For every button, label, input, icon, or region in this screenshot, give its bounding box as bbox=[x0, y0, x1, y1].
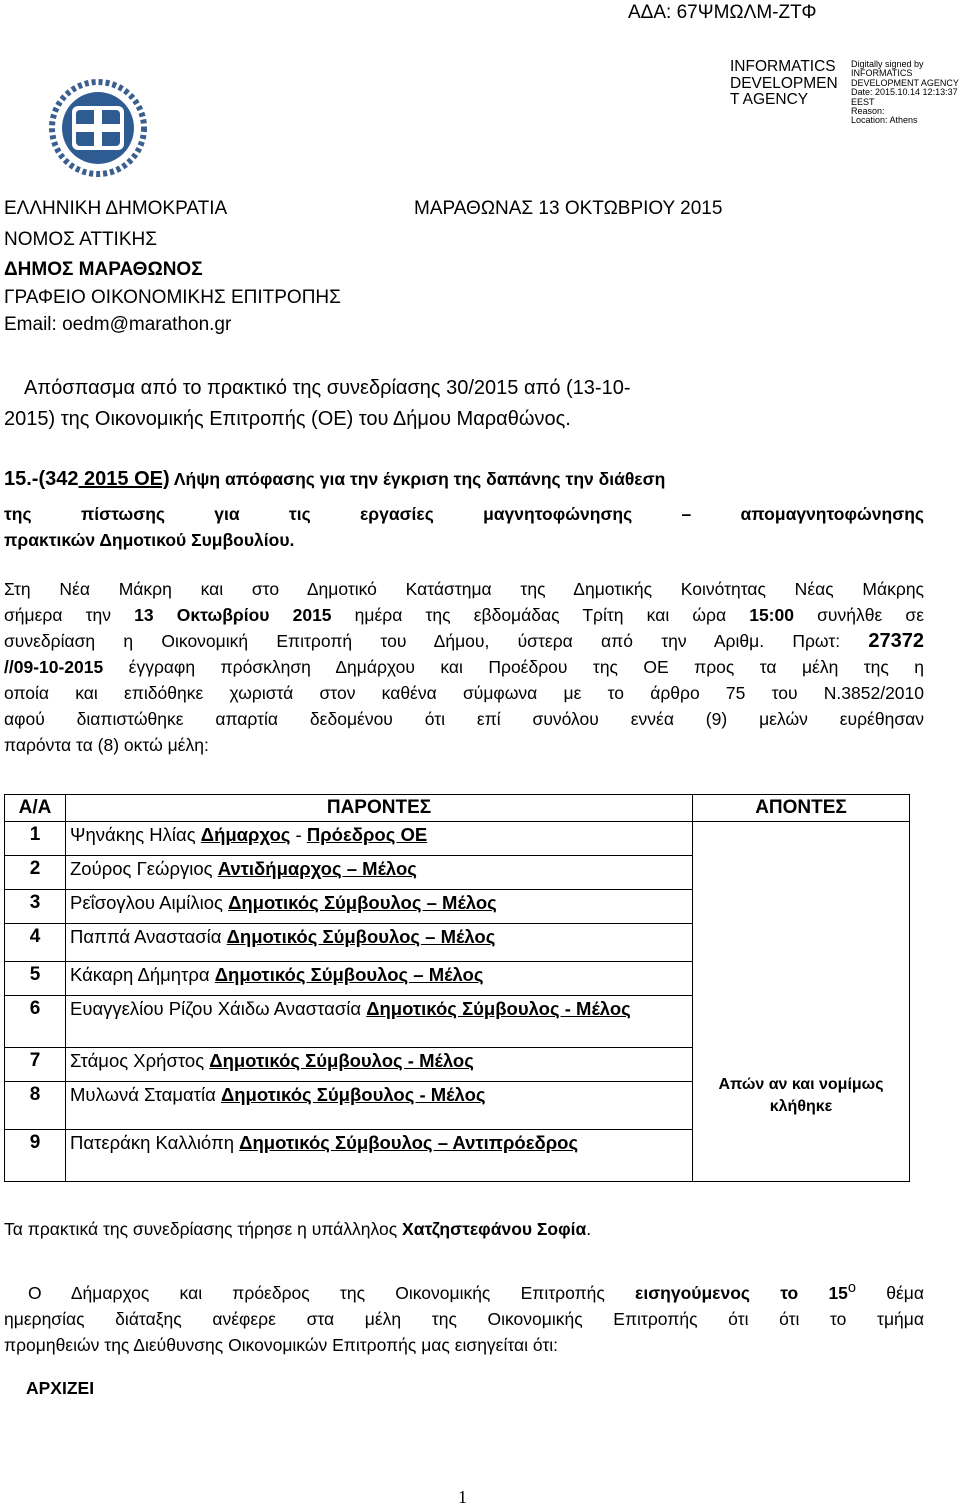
decision-line-2: της πίστωσης για τις εργασίες μαγνητοφώνησης – απομαγνητοφώνησης bbox=[4, 504, 924, 524]
member-present-cell bbox=[66, 890, 693, 924]
decision-line-3: πρακτικών Δημοτικού Συμβουλίου. bbox=[4, 530, 295, 550]
member-name: Ρεΐσογλου Αιμίλιος bbox=[70, 892, 229, 913]
meeting-date: 13 Οκτωβρίου 2015 bbox=[134, 605, 332, 625]
members-table bbox=[4, 794, 910, 1182]
member-present-cell bbox=[66, 996, 693, 1048]
member-number: 1 bbox=[5, 822, 66, 856]
page-number: 1 bbox=[458, 1487, 467, 1507]
signature-signer-name: INFORMATICS DEVELOPMEN T AGENCY bbox=[730, 58, 838, 108]
header-place-date: ΜΑΡΑΘΩΝΑΣ 13 ΟΚΤΩΒΡΙΟΥ 2015 bbox=[414, 198, 723, 219]
col-header-num: Α/Α bbox=[5, 795, 66, 822]
member-role: Δημοτικός Σύμβουλος - Μέλος bbox=[209, 1050, 474, 1071]
member-present-cell bbox=[66, 924, 693, 962]
member-role: Δημοτικός Σύμβουλος – Αντιπρόεδρος bbox=[239, 1132, 579, 1153]
member-present-cell bbox=[66, 1130, 693, 1182]
member-role: Δημοτικός Σύμβουλος – Μέλος bbox=[226, 926, 496, 947]
mayor-line: ημερησίας διάταξης ανέφερε στα μέλη της Οικονομικής Επιτροπής ότι ότι το τμήμα bbox=[4, 1308, 924, 1329]
member-role: Δημοτικός Σύμβουλος – Μέλος bbox=[228, 892, 497, 913]
decision-number: 15.-(342 bbox=[4, 468, 79, 490]
signature-line: DEVELOPMENT AGENCY bbox=[851, 77, 959, 88]
signature-line: Date: 2015.10.14 12:13:37 bbox=[851, 87, 958, 98]
member-number: 5 bbox=[5, 962, 66, 996]
meeting-paragraph bbox=[4, 576, 924, 758]
member-role: Αντιδήμαρχος – Μέλος bbox=[217, 858, 417, 879]
member-present-cell bbox=[66, 856, 693, 890]
header-office: ΓΡΑΦΕΙΟ ΟΙΚΟΝΟΜΙΚΗΣ ΕΠΙΤΡΟΠΗΣ bbox=[4, 287, 341, 308]
col-header-absent: ΑΠΟΝΤΕΣ bbox=[693, 795, 910, 822]
member-number: 4 bbox=[5, 924, 66, 962]
meeting-line: Στη Νέα Μάκρη και στο Δημοτικό Κατάστημα της Δημοτικής Κοινότητας Νέας Μάκρης bbox=[4, 579, 924, 599]
meeting-line: οποία και επιδόθηκε χωριστά στον καθένα σύμφωνα με το άρθρο 75 του Ν.3852/2010 bbox=[4, 683, 924, 703]
member-number: 3 bbox=[5, 890, 66, 924]
subject-line-2: 2015) της Οικονομικής Επιτροπής (ΟΕ) του Δήμου Μαραθώνος. bbox=[4, 408, 571, 430]
member-role: Δημοτικός Σύμβουλος - Μέλος bbox=[366, 998, 631, 1019]
signature-details bbox=[851, 60, 959, 126]
member-name: Κάκαρη Δήμητρα bbox=[70, 964, 215, 985]
signature-line: Reason: bbox=[851, 106, 885, 117]
subject-line-1: Απόσπασμα από το πρακτικό της συνεδρίασης 30/2015 από (13-10- bbox=[24, 377, 631, 399]
member-number: 9 bbox=[5, 1130, 66, 1182]
meeting-line: σήμερα την 13 Οκτωβρίου 2015 ημέρα της εβδομάδας Τρίτη και ώρα 15:00 συνήλθε σε bbox=[4, 605, 924, 625]
meeting-line: συνεδρίαση η Οικονομική Επιτροπή του Δήμου, ύστερα από την Αριθμ. Πρωτ: 27372 bbox=[4, 630, 924, 652]
meeting-line: παρόντα τα (8) οκτώ μέλη: bbox=[4, 735, 209, 755]
decision-number-rest: 2015 ΟΕ) bbox=[78, 468, 170, 490]
member-name: Στάμος Χρήστος bbox=[70, 1050, 210, 1071]
meeting-line: //09-10-2015 έγγραφη πρόσκληση Δημάρχου και Προέδρου της ΟΕ προς τα μέλη της η bbox=[4, 657, 924, 677]
greek-emblem-icon bbox=[48, 78, 148, 178]
member-name: Ευαγγελίου Ρίζου Χάιδω Αναστασία bbox=[70, 998, 367, 1019]
mayor-paragraph bbox=[4, 1275, 924, 1358]
member-name: Ψηνάκης Ηλίας bbox=[70, 824, 201, 845]
signature-line: Digitally signed by bbox=[851, 59, 924, 69]
member-present-cell: Ψηνάκης Ηλίας Δήμαρχος - Πρόεδρος ΟΕ bbox=[66, 822, 693, 856]
member-role: Δήμαρχος bbox=[200, 824, 291, 845]
archizei-heading: ΑΡΧΙΖΕΙ bbox=[26, 1378, 95, 1398]
member-name: Παππά Αναστασία bbox=[70, 926, 227, 947]
absent-cell bbox=[693, 822, 910, 1182]
absent-note: Απών αν και νομίμως κλήθηκε bbox=[718, 1076, 884, 1115]
member-name: Ζούρος Γεώργιος bbox=[70, 858, 218, 879]
col-header-present: ΠΑΡΟΝΤΕΣ bbox=[66, 795, 693, 822]
secretary-line: Τα πρακτικά της συνεδρίασης τήρησε η υπάλληλος Χατζηστεφάνου Σοφία. bbox=[4, 1219, 592, 1239]
member-number: 8 bbox=[5, 1082, 66, 1130]
member-name: Μυλωνά Σταματία bbox=[70, 1084, 221, 1105]
signature-line: EEST bbox=[851, 96, 875, 107]
member-role: Δημοτικός Σύμβουλος – Μέλος bbox=[214, 964, 484, 985]
header-email: Email: oedm@marathon.gr bbox=[4, 314, 232, 335]
signature-line: INFORMATICS bbox=[851, 68, 913, 79]
member-role-2: Πρόεδρος ΟΕ bbox=[306, 824, 428, 845]
decision-title bbox=[4, 468, 924, 490]
meeting-line: αφού διαπιστώθηκε απαρτία δεδομένου ότι επί συνόλου εννέα (9) μελών ευρέθησαν bbox=[4, 709, 924, 729]
member-number: 6 bbox=[5, 996, 66, 1048]
member-role: Δημοτικός Σύμβουλος - Μέλος bbox=[220, 1084, 486, 1105]
member-number: 2 bbox=[5, 856, 66, 890]
ada-code: ΑΔΑ: 67ΨΜΩΛΜ-ΖΤΦ bbox=[628, 2, 817, 23]
header-municipality: ΔΗΜΟΣ ΜΑΡΑΘΩΝΟΣ bbox=[4, 259, 203, 280]
mayor-line: προμηθειών της Διεύθυνσης Οικονομικών Επιτροπής μας εισηγείται ότι: bbox=[4, 1334, 559, 1355]
header-prefecture: ΝΟΜΟΣ ΑΤΤΙΚΗΣ bbox=[4, 229, 157, 250]
mayor-line: Ο Δήμαρχος και πρόεδρος της Οικονομικής Επιτροπής εισηγούμενος το $15^o$ θέμα bbox=[28, 1280, 924, 1303]
protocol-date: //09-10-2015 bbox=[4, 657, 104, 677]
member-present-cell bbox=[66, 1048, 693, 1082]
signature-line: Location: Athens bbox=[851, 115, 918, 126]
member-present-cell bbox=[66, 962, 693, 996]
member-name: Πατεράκη Καλλιόπη bbox=[70, 1132, 240, 1153]
member-number: 7 bbox=[5, 1048, 66, 1082]
table-header-row bbox=[5, 795, 910, 822]
header-country: ΕΛΛΗΝΙΚΗ ΔΗΜΟΚΡΑΤΙΑ bbox=[4, 198, 228, 219]
decision-title-text: Λήψη απόφασης για την έγκριση της δαπάνης την διάθεση bbox=[169, 469, 666, 489]
protocol-number: 27372 bbox=[868, 630, 924, 652]
secretary-name: Χατζηστεφάνου Σοφία bbox=[402, 1219, 587, 1239]
meeting-time: 15:00 bbox=[749, 605, 794, 625]
table-row bbox=[5, 822, 910, 856]
member-present-cell bbox=[66, 1082, 693, 1130]
